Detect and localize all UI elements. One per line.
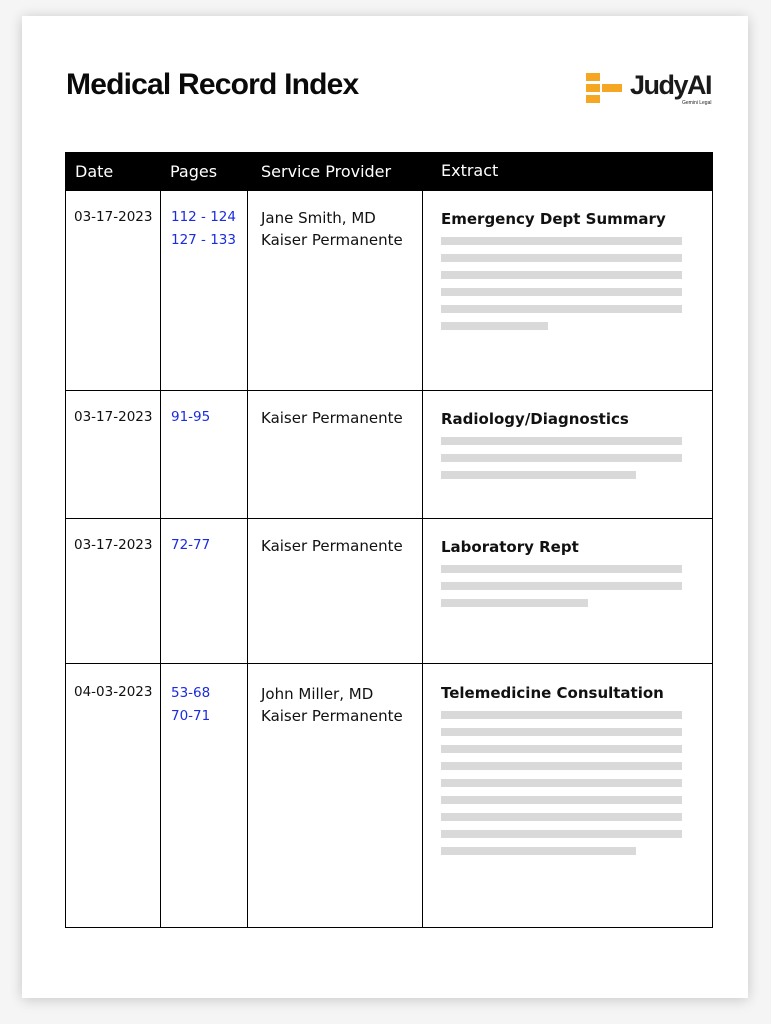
row-divider — [66, 663, 712, 664]
text-placeholder-bar — [441, 599, 588, 607]
logo-name: JudyAI — [630, 70, 712, 100]
provider-line: Kaiser Permanente — [261, 537, 403, 555]
text-placeholder-bar — [441, 271, 682, 279]
extract-title: Laboratory Rept — [441, 538, 579, 556]
column-divider — [160, 191, 161, 927]
row-date: 04-03-2023 — [74, 684, 153, 700]
page-range-link[interactable]: 127 - 133 — [171, 232, 236, 248]
provider-line: Kaiser Permanente — [261, 707, 403, 725]
text-placeholder-bar — [441, 745, 682, 753]
row-extract — [441, 538, 686, 607]
row-divider — [66, 390, 712, 391]
header-provider: Service Provider — [261, 162, 392, 181]
row-provider — [261, 207, 403, 251]
text-placeholder-bar — [441, 322, 548, 330]
row-pages — [171, 206, 236, 252]
provider-line: Jane Smith, MD — [261, 209, 376, 227]
extract-title: Telemedicine Consultation — [441, 684, 664, 702]
row-extract — [441, 410, 686, 479]
logo — [586, 72, 716, 112]
text-placeholder-bar — [441, 254, 682, 262]
row-date: 03-17-2023 — [74, 409, 153, 425]
row-provider — [261, 535, 403, 557]
text-placeholder-bar — [441, 830, 682, 838]
page-range-link[interactable]: 53-68 — [171, 685, 211, 701]
text-placeholder-bar — [441, 565, 682, 573]
row-extract — [441, 210, 686, 330]
text-placeholder-bar — [441, 437, 682, 445]
record-index-table — [65, 152, 713, 928]
column-divider — [247, 191, 248, 927]
text-placeholder-bar — [441, 288, 682, 296]
header-date: Date — [75, 162, 114, 181]
text-placeholder-bar — [441, 471, 636, 479]
text-placeholder-bar — [441, 762, 682, 770]
text-placeholder-bar — [441, 813, 682, 821]
text-placeholder-bar — [441, 847, 636, 855]
row-provider — [261, 407, 403, 429]
page-range-link[interactable]: 91-95 — [171, 409, 211, 425]
text-placeholder-bar — [441, 582, 682, 590]
row-divider — [66, 518, 712, 519]
row-extract — [441, 684, 686, 855]
table-header — [66, 153, 712, 191]
column-divider — [422, 191, 423, 927]
header-extract: Extract — [441, 161, 499, 180]
text-placeholder-bar — [441, 711, 682, 719]
logo-subtitle: Gemini Legal — [682, 100, 712, 106]
provider-line: John Miller, MD — [261, 685, 374, 703]
text-placeholder-bar — [441, 305, 682, 313]
extract-title: Emergency Dept Summary — [441, 210, 666, 228]
provider-line: Kaiser Permanente — [261, 231, 403, 249]
row-pages — [171, 406, 210, 429]
row-date: 03-17-2023 — [74, 537, 153, 553]
header-pages: Pages — [170, 162, 218, 181]
text-placeholder-bar — [441, 237, 682, 245]
page-range-link[interactable]: 72-77 — [171, 537, 211, 553]
provider-line: Kaiser Permanente — [261, 409, 403, 427]
row-date: 03-17-2023 — [74, 209, 153, 225]
row-pages — [171, 534, 210, 557]
page-title: Medical Record Index — [66, 68, 359, 101]
document-page — [22, 16, 748, 998]
text-placeholder-bar — [441, 728, 682, 736]
page-range-link[interactable]: 112 - 124 — [171, 209, 236, 225]
text-placeholder-bar — [441, 796, 682, 804]
row-pages — [171, 682, 210, 728]
extract-title: Radiology/Diagnostics — [441, 410, 629, 428]
page-range-link[interactable]: 70-71 — [171, 708, 211, 724]
row-provider — [261, 683, 403, 727]
logo-mark-icon — [586, 72, 626, 104]
text-placeholder-bar — [441, 454, 682, 462]
text-placeholder-bar — [441, 779, 682, 787]
